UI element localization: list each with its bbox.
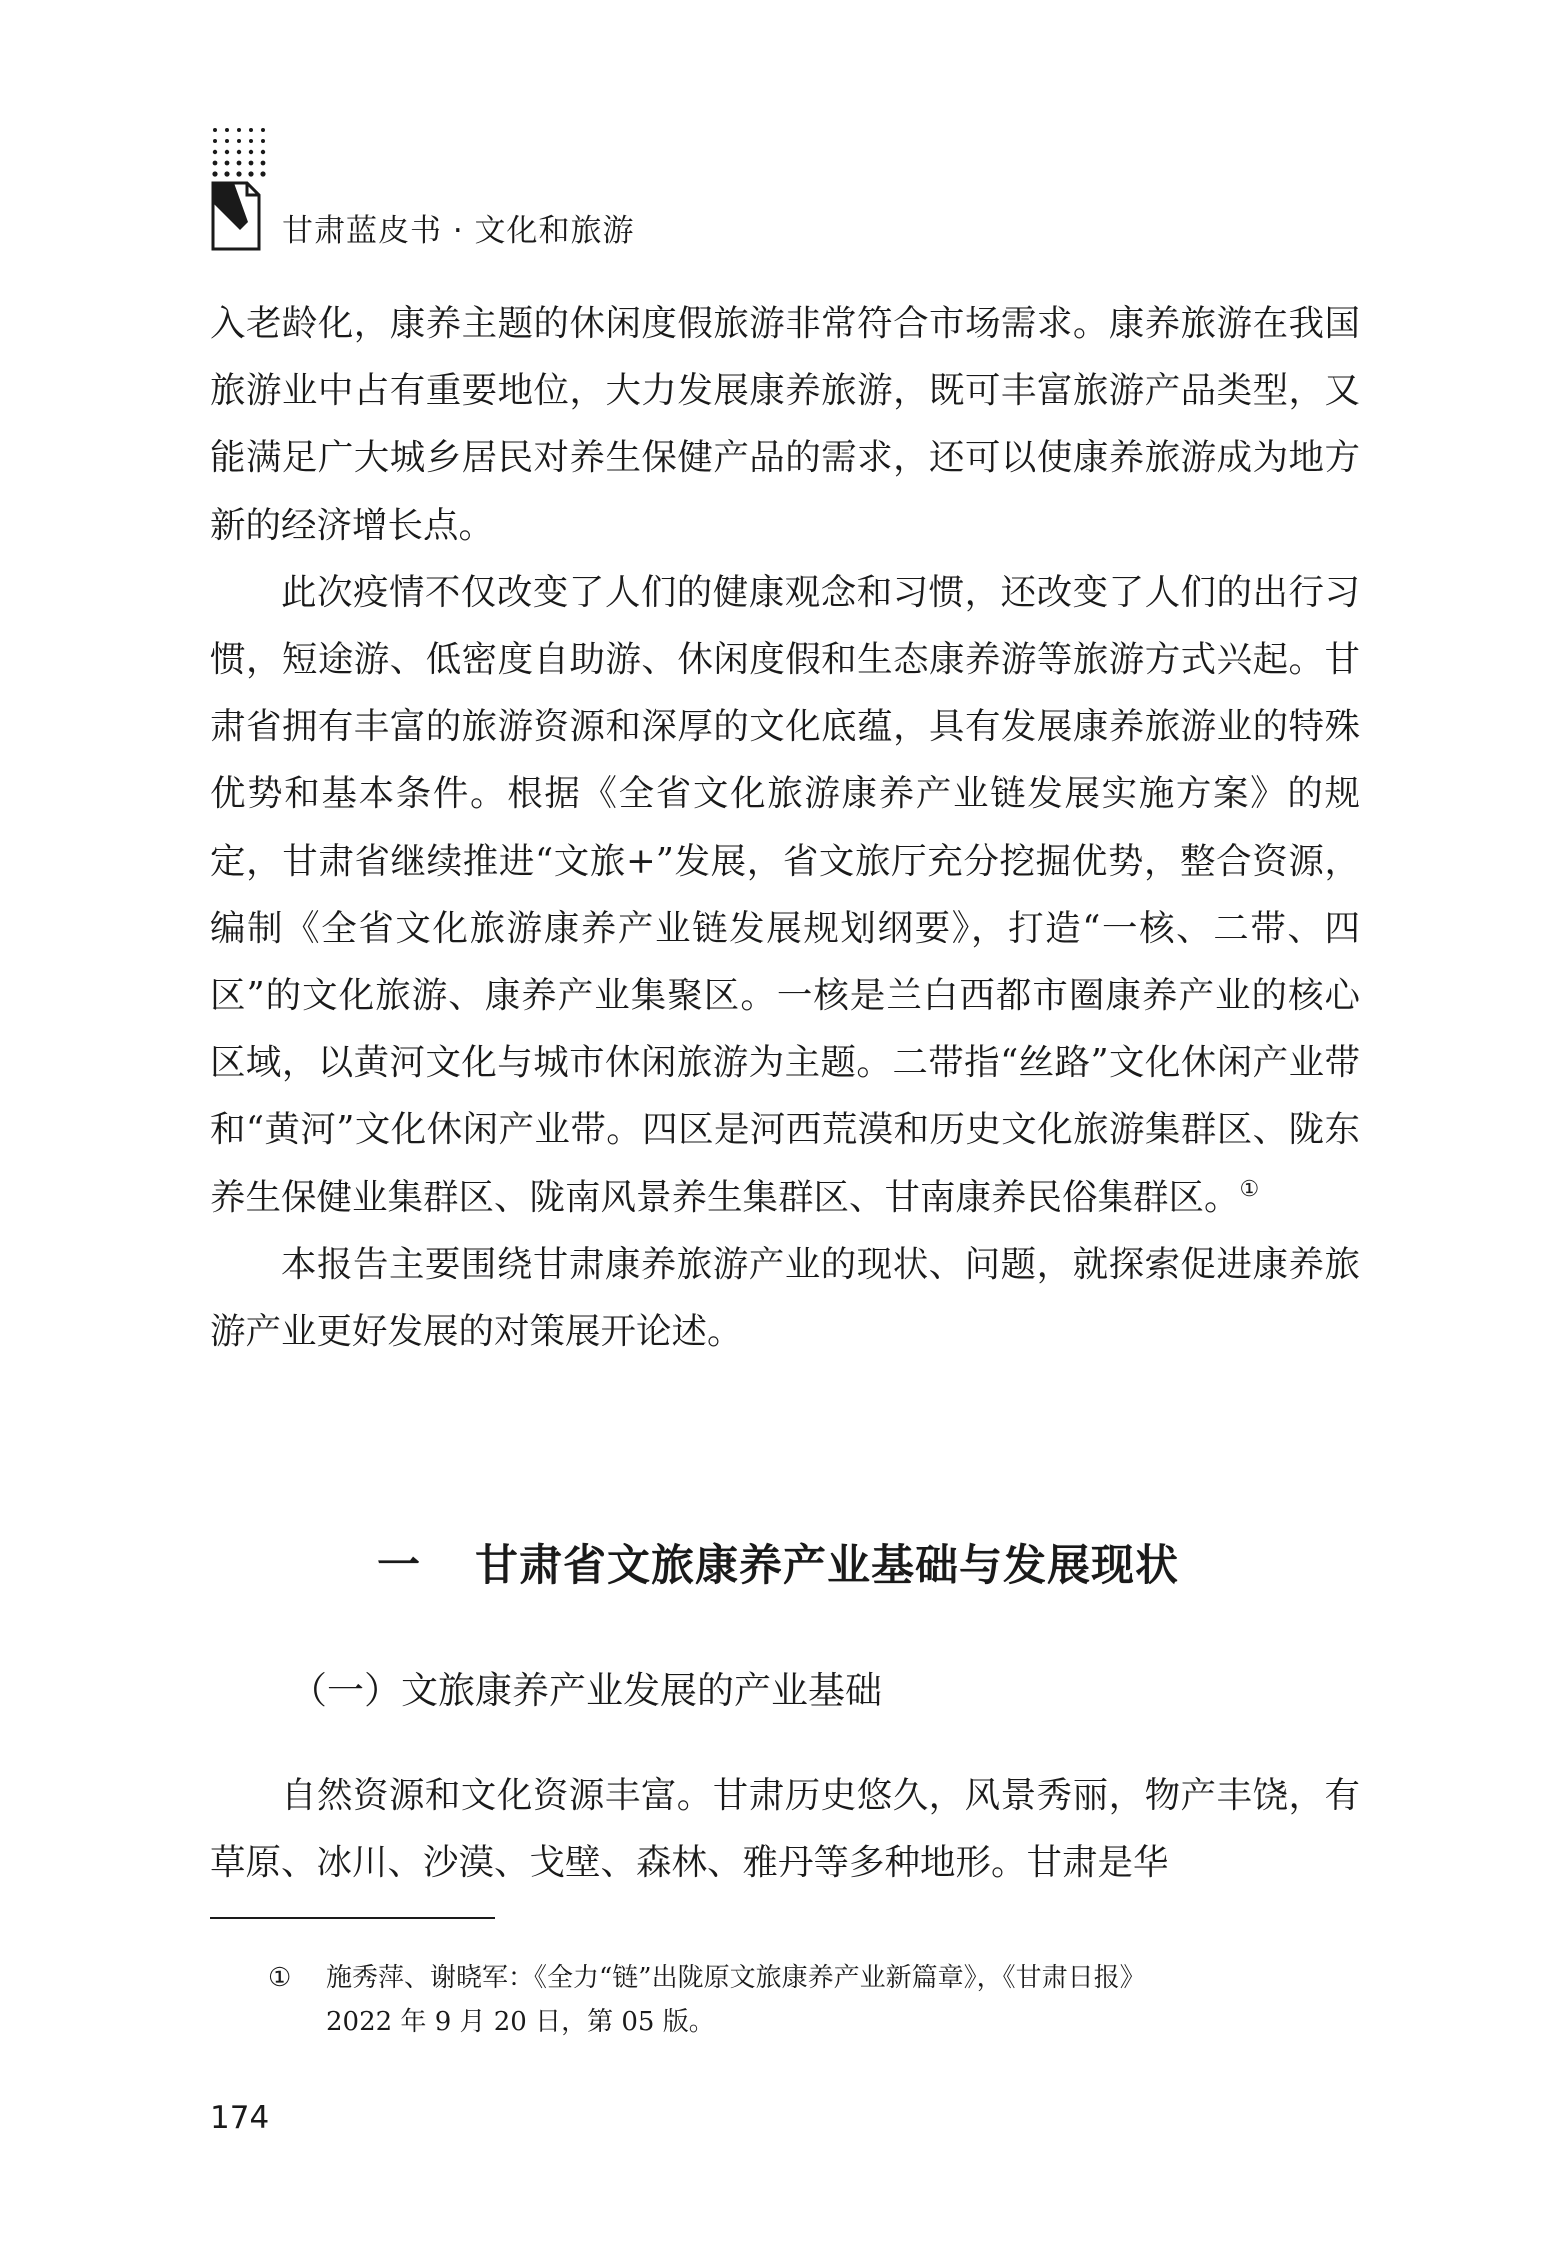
series-title: 甘肃蓝皮书 · 文化和旅游 [282,213,635,249]
footnote-line: 2022 年 9 月 20 日，第 05 版。 [326,2007,715,2037]
intro-text [210,290,1360,1365]
book-corner-icon [210,180,262,252]
footnote [268,1956,1360,2044]
footnote-mark: ① [268,1963,292,1993]
subsection-heading: （一）文旅康养产业发展的产业基础 [290,1669,882,1712]
paragraph: 入老龄化，康养主题的休闲度假旅游非常符合市场需求。康养旅游在我国旅游业中占有重要地位，大力发展康养旅游，既可丰富旅游产品类型，又能满足广大城乡居民对养生保健产品的需求，还可以使康养旅游成为地方新的经济增长点。 [210,303,1360,546]
page-number: 174 [210,2100,270,2136]
paragraph [210,559,1360,1231]
paragraph: 本报告主要围绕甘肃康养旅游产业的现状、问题，就探索促进康养旅游产业更好发展的对策展开论述。 [210,1243,1360,1353]
dot-pattern-icon [210,125,270,185]
running-header [210,125,910,265]
paragraph-text: 此次疫情不仅改变了人们的健康观念和习惯，还改变了人们的出行习惯，短途游、低密度自助游、休闲度假和生态康养游等旅游方式兴起。甘肃省拥有丰富的旅游资源和深厚的文化底蕴，具有发展康养旅游业的特殊优势和基本条件。根据《全省文化旅游康养产业链发展实施方案》的规定，甘肃省继续推进“文旅+”发展，省文旅厅充分挖掘优势，整合资源，编制《全省文化旅游康养产业链发展规划纲要》，打造“一核、二带、四区”的文化旅游、康养产业集聚区。一核是兰白西都市圈康养产业的核心区域，以黄河文化与城市休闲旅游为主题。二带指“丝路”文化休闲产业带和“黄河”文化休闲产业带。四区是河西荒漠和历史文化旅游集群区、陇东养生保健业集群区、陇南风景养生集群区、甘南康养民俗集群区。 [210,571,1360,1218]
footnote-divider [210,1917,495,1919]
section-number: 一 [377,1541,421,1591]
paragraph: 自然资源和文化资源丰富。甘肃历史悠久，风景秀丽，物产丰饶，有草原、冰川、沙漠、戈壁、森林、雅丹等多种地形。甘肃是华 [210,1775,1360,1884]
footnote-line [268,1956,1360,2000]
section-title: 甘肃省文旅康养产业基础与发展现状 [475,1541,1179,1591]
footnote-reference[interactable]: ① [1239,1176,1260,1202]
section-heading [0,1532,1556,1593]
section-body-text [210,1762,1360,1896]
footnote-citation: 施秀萍、谢晓军：《全力“链”出陇原文旅康养产业新篇章》，《甘肃日报》 [326,1963,1146,1993]
